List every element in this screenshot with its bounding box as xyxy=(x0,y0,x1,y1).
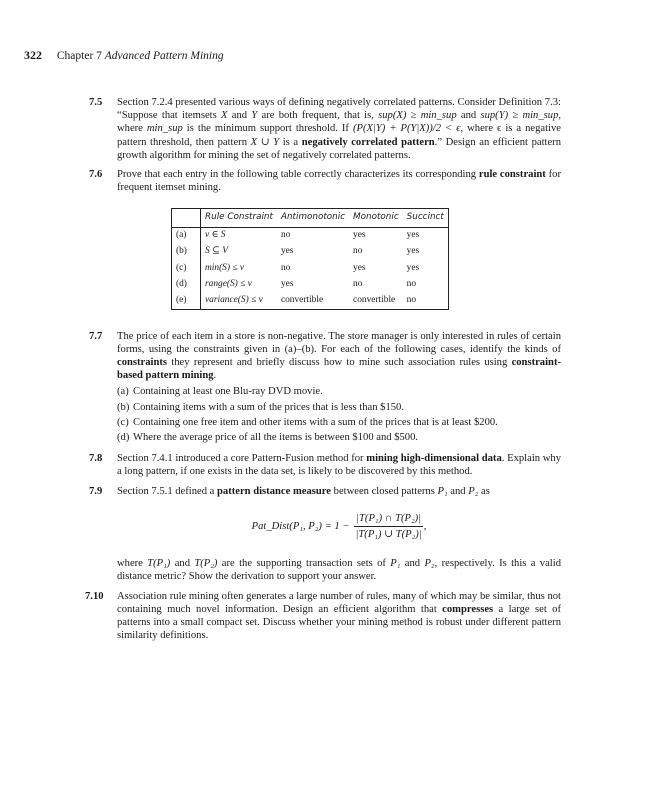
math-expr: T(P₂) xyxy=(194,558,218,570)
text-run: where xyxy=(117,558,148,570)
exercise-7-5 xyxy=(89,96,562,162)
exercise-7-7 xyxy=(89,330,561,447)
rule-cell xyxy=(201,260,277,276)
table-header-blank xyxy=(172,209,201,227)
rule-cell xyxy=(201,292,277,309)
text-run: a large set of patterns into a small compact set. Discuss whether your mining method is robust under different pattern similarity definitions. xyxy=(117,603,561,642)
text-run: Section 7.5.1 defined a xyxy=(117,485,218,497)
text-run: and xyxy=(456,110,481,122)
math-expr: sup(X) ≥ min_sup xyxy=(378,110,457,122)
exercise-text xyxy=(117,485,561,584)
monotonic-cell: convertible xyxy=(353,294,396,305)
page-number: 322 xyxy=(24,48,42,62)
text-run: is a xyxy=(279,136,302,148)
row-label: (e) xyxy=(172,292,201,309)
sub-question-label: (b) xyxy=(117,401,130,413)
text-run: The price of each item in a store is non-negative. The store manager is only interested in rules of certain forms, using the constraints given in (a)–(b). For each of the following cases, identify the kinds of xyxy=(117,330,561,355)
sub-question-text: Where the average price of all the items is between $100 and $500. xyxy=(133,432,419,444)
succinct-cell: yes xyxy=(406,246,420,257)
succinct-cell: yes xyxy=(406,230,420,241)
pattern-distance-formula xyxy=(117,512,561,541)
exercise-7-8 xyxy=(89,452,561,478)
exercise-list xyxy=(85,96,562,649)
text-run: Prove that each entry in the following table correctly characterizes its corresponding xyxy=(117,169,479,181)
math-var: P₂ xyxy=(468,485,479,497)
table-header: Monotonic xyxy=(349,209,403,227)
key-term: rule constraint xyxy=(478,169,546,181)
text-run: and xyxy=(170,558,195,570)
text-run: Section 7.4.1 introduced a core Pattern-Fusion method for xyxy=(117,453,367,465)
exercise-number: 7.5 xyxy=(89,97,103,108)
rule-cell xyxy=(201,276,277,292)
exercise-7-6 xyxy=(89,168,561,324)
antimonotonic-cell: no xyxy=(280,262,291,273)
key-term: mining high-dimensional data xyxy=(366,453,502,465)
table-row xyxy=(172,276,449,292)
math-var: P₂ xyxy=(424,558,435,570)
exercise-number: 7.10 xyxy=(85,590,104,602)
text-run: . xyxy=(213,370,217,382)
exercise-number: 7.6 xyxy=(89,169,103,181)
text-run: is the minimum support threshold. If xyxy=(182,123,353,135)
text-run: and xyxy=(447,485,469,497)
chapter-label: Chapter 7 xyxy=(56,50,102,62)
antimonotonic-cell: yes xyxy=(280,278,294,289)
formula-fraction xyxy=(354,512,424,541)
table-header-row xyxy=(172,209,449,227)
table-header: Antimonotonic xyxy=(277,209,349,227)
antimonotonic-cell: yes xyxy=(280,246,294,257)
text-run: they represent and briefly discuss how to mine such association rules using xyxy=(167,357,512,369)
math-var: min_sup xyxy=(146,123,183,135)
table-row xyxy=(172,227,449,244)
text-run: for frequent itemset mining. xyxy=(117,169,561,194)
key-term: negatively correlated pattern xyxy=(301,136,435,148)
sub-question-text: Containing items with a sum of the prices that is less than $150. xyxy=(133,401,404,413)
exercise-text xyxy=(117,168,561,324)
text-run: between closed patterns xyxy=(331,485,438,497)
table-row xyxy=(172,260,449,276)
key-term: constraint-based pattern mining xyxy=(117,357,561,382)
sub-question-list xyxy=(117,385,561,444)
key-term: compresses xyxy=(442,603,494,615)
text-run: are the supporting transaction sets of xyxy=(217,558,391,570)
rule-constraint-table xyxy=(171,208,449,309)
sub-question-label: (a) xyxy=(117,386,129,398)
exercise-text xyxy=(117,452,561,478)
exercise-text xyxy=(117,590,561,643)
monotonic-cell: yes xyxy=(353,230,366,241)
rule-cell xyxy=(201,244,277,260)
exercise-number: 7.8 xyxy=(89,453,103,465)
succinct-cell: no xyxy=(406,294,417,305)
text-run: are both frequent, that is, xyxy=(257,110,379,122)
formula-denominator: |T(P₁) ∪ T(P₂)| xyxy=(355,529,422,541)
text-run: and xyxy=(227,110,252,122)
table-header: Succinct xyxy=(403,209,449,227)
text-run: , where ϵ is a negative pattern threshold, then pattern xyxy=(117,123,561,148)
math-var: X xyxy=(221,110,228,122)
text-run: .” Design an efficient pattern growth algorithm for mining the set of negatively correlated patterns. xyxy=(117,136,562,161)
sub-question xyxy=(117,431,561,444)
succinct-cell: yes xyxy=(406,262,420,273)
sub-question-text: Containing at least one Blu-ray DVD movie. xyxy=(133,386,323,398)
rule-expr: range(S) ≤ v xyxy=(205,278,252,289)
rule-cell xyxy=(201,227,277,244)
math-expr: (P(X|Y) + P(Y|X))/2 < ϵ xyxy=(352,123,461,135)
table-header: Rule Constraint xyxy=(201,209,277,227)
sub-question xyxy=(117,416,561,429)
formula-end: , xyxy=(423,520,427,532)
row-label: (d) xyxy=(172,276,201,292)
rule-expr: v ∈ S xyxy=(205,230,226,241)
math-expr: sup(Y) ≥ min_sup xyxy=(480,110,559,122)
monotonic-cell: yes xyxy=(353,262,366,273)
text-run: , respectively. Is this a valid distance metric? Show the derivation to support your answer. xyxy=(117,558,561,583)
monotonic-cell: no xyxy=(353,246,363,257)
row-label: (b) xyxy=(172,244,201,260)
sub-question-label: (c) xyxy=(117,416,129,428)
sub-question-label: (d) xyxy=(117,432,130,444)
sub-question xyxy=(117,385,561,398)
text-run: . Explain why a long pattern, if one exists in the data set, is likely to be discovered by this method. xyxy=(117,453,561,478)
sub-question xyxy=(117,401,561,414)
exercise-7-9 xyxy=(89,485,561,584)
text-run: Association rule mining often generates a large number of rules, many of which may be similar, thus not containing much novel information. Design an efficient algorithm that xyxy=(117,590,561,615)
math-expr: T(P₁) xyxy=(147,558,171,570)
antimonotonic-cell: no xyxy=(280,230,291,241)
formula-lhs: Pat_Dist(P₁, P₂) = 1 − xyxy=(251,520,350,532)
key-term: constraints xyxy=(117,357,168,369)
succinct-cell: no xyxy=(406,278,417,289)
rule-expr: variance(S) ≤ v xyxy=(205,294,263,305)
text-run: , where xyxy=(117,110,562,135)
text-run: as xyxy=(478,485,490,497)
rule-expr: S ⊆ V xyxy=(205,246,228,257)
exercise-text xyxy=(117,96,561,162)
row-label: (a) xyxy=(172,227,201,244)
page-header xyxy=(24,48,224,63)
math-var: P₁ xyxy=(437,485,448,497)
key-term: pattern distance measure xyxy=(217,485,331,497)
rule-expr: min(S) ≤ v xyxy=(205,262,244,273)
exercise-text xyxy=(117,330,561,447)
row-label: (c) xyxy=(172,260,201,276)
table-row xyxy=(172,244,449,260)
antimonotonic-cell: convertible xyxy=(280,294,324,305)
chapter-title: Advanced Pattern Mining xyxy=(104,50,224,62)
text-run: and xyxy=(400,558,425,570)
math-var: P₁ xyxy=(390,558,401,570)
math-expr: X ∪ Y xyxy=(250,136,280,148)
formula-numerator: |T(P₁) ∩ T(P₂)| xyxy=(354,512,423,527)
exercise-7-10 xyxy=(85,590,561,643)
table-row xyxy=(172,292,449,309)
sub-question-text: Containing one free item and other items with a sum of the prices that is at least $200. xyxy=(133,416,498,428)
text-run: Section 7.2.4 presented various ways of defining negatively correlated patterns. Consider Definition 7.3: “Suppose that itemsets xyxy=(117,97,561,122)
monotonic-cell: no xyxy=(353,278,363,289)
exercise-number: 7.9 xyxy=(89,485,103,497)
exercise-number: 7.7 xyxy=(89,330,103,342)
math-var: Y xyxy=(251,110,258,122)
